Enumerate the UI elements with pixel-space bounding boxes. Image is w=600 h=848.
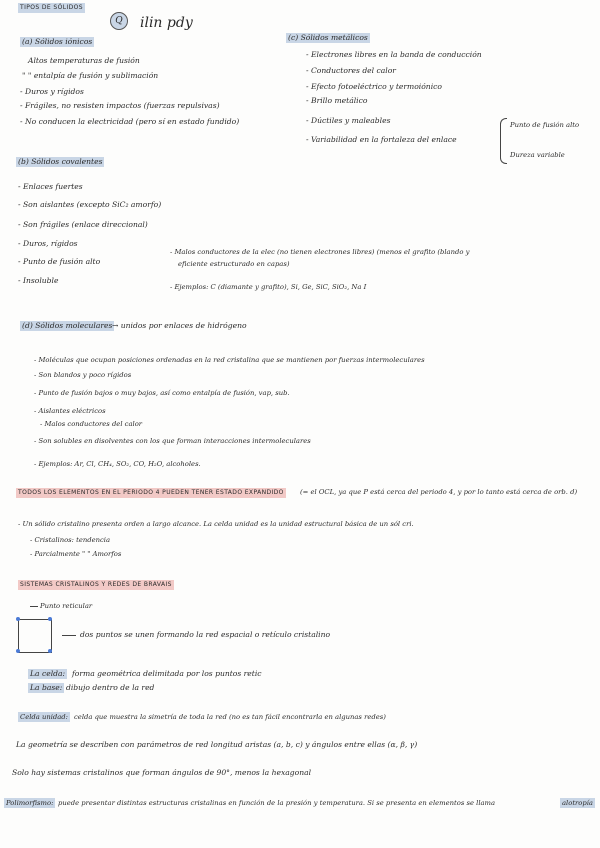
brace [500,118,507,164]
page-title: ilin pdy [140,15,193,31]
lattice-square [18,619,52,653]
crystal-intro: - Un sólido cristalino presenta orden a largo alcance. La celda unidad es la unidad estructural básica de un sól cri. [18,520,414,528]
lattice-point [48,617,52,621]
molecular-item: - Moléculas que ocupan posiciones ordenadas en la red cristalina que se mantienen por fuerzas intermoleculares [34,356,425,364]
section-tag: TIPOS DE SÓLIDOS [20,4,84,11]
covalent-note: eficiente estructurado en capas) [178,260,290,268]
covalent-note: - Malos conductores de la elec (no tienen electrones libres) (menos el grafito (blando y [170,248,470,256]
brace-item: Dureza variable [510,151,565,159]
base-text: dibujo dentro de la red [66,683,155,692]
ionic-item: Altos temperaturas de fusión [28,56,140,65]
molecular-item: - Ejemplos: Ar, Cl, CH₄, SO₂, CO, H₂O, alcoholes. [34,460,201,468]
cell-text: forma geométrica delimitada por los puntos retic [72,669,262,678]
lattice-point [16,617,20,621]
covalent-heading: (b) Sólidos covalentes [18,157,103,166]
molecular-heading-note: → unidos por enlaces de hidrógeno [112,321,247,330]
molecular-item: - Punto de fusión bajos o muy bajos, así como entalpía de fusión, vap, sub. [34,389,290,397]
metallic-heading: (c) Sólidos metálicos [288,33,368,42]
covalent-item: - Enlaces fuertes [18,182,83,191]
geometry-text: La geometría se describen con parámetros de red longitud aristas (a, b, c) y ángulos entre ellas (α, β, γ) [16,740,418,749]
metallic-item: - Electrones libres en la banda de conducción [306,50,482,59]
covalent-item: - Duros, rígidos [18,239,78,248]
covalent-examples: - Ejemplos: C (diamante y grafito), Si, Ge, SiC, SiO₂, Na I [170,283,367,291]
period-note-rest: (= el OCL, ya que P está cerca del periodo 4, y por lo tanto está cerca de orb. d) [300,488,578,496]
lattice-point [16,649,20,653]
lattice-arrow-text: dos puntos se unen formando la red espacial o retículo cristalino [80,630,331,639]
logo-icon: Q [110,12,128,30]
covalent-item: - Punto de fusión alto [18,257,101,266]
molecular-heading: (d) Sólidos moleculares [22,321,113,330]
ionic-item: " " entalpía de fusión y sublimación [22,71,159,80]
cell-label: La celda: [30,669,66,678]
metallic-item: - Variabilidad en la fortaleza del enlace [306,135,457,144]
metallic-item: - Efecto fotoeléctrico y termoiónico [306,82,442,91]
molecular-item: - Son blandos y poco rígidos [34,371,132,379]
metallic-item: - Brillo metálico [306,96,368,105]
systems-text: Solo hay sistemas cristalinos que forman ángulos de 90°, menos la hexagonal [12,768,312,777]
unit-cell-label: Celda unidad: [20,713,68,721]
arrow [62,635,76,636]
poly-text: puede presentar distintas estructuras cristalinas en función de la presión y temperatura. Si se presenta en elementos se llama [58,799,496,807]
ionic-item: - Frágiles, no resisten impactos (fuerzas repulsivas) [20,101,220,110]
ionic-item: - Duros y rígidos [20,87,84,96]
poly-end: alotropía [562,799,593,807]
covalent-item: - Son aislantes (excepto SiC₂ amorfo) [18,200,162,209]
metallic-item: - Conductores del calor [306,66,396,75]
molecular-item: - Malos conductores del calor [40,420,143,428]
ionic-item: - No conducen la electricidad (pero sí en estado fundido) [20,117,240,126]
period-note-highlight: TODOS LOS ELEMENTOS EN EL PERIODO 4 PUEDEN TENER ESTADO EXPANDIDO [18,489,284,496]
crystal-item: - Parcialmente " " Amorfos [30,550,122,558]
metallic-item: - Dúctiles y maleables [306,116,391,125]
lattice-point [48,649,52,653]
unit-cell-text: celda que muestra la simetría de toda la red (no es tan fácil encontrarla en algunas redes) [74,713,386,721]
point-arrow [30,606,38,607]
poly-label: Polimorfismo: [6,799,54,807]
lattice-heading: SISTEMAS CRISTALINOS Y REDES DE BRAVAIS [20,581,172,588]
brace-item: Punto de fusión alto [510,121,580,129]
covalent-item: - Insoluble [18,276,59,285]
ionic-heading: (a) Sólidos iónicos [22,37,93,46]
molecular-item: - Aislantes eléctricos [34,407,106,415]
point-label: Punto reticular [40,602,93,610]
molecular-item: - Son solubles en disolventes con los que forman interacciones intermoleculares [34,437,311,445]
base-label: La base: [30,683,63,692]
crystal-item: - Cristalinos: tendencia [30,536,111,544]
covalent-item: - Son frágiles (enlace direccional) [18,220,148,229]
